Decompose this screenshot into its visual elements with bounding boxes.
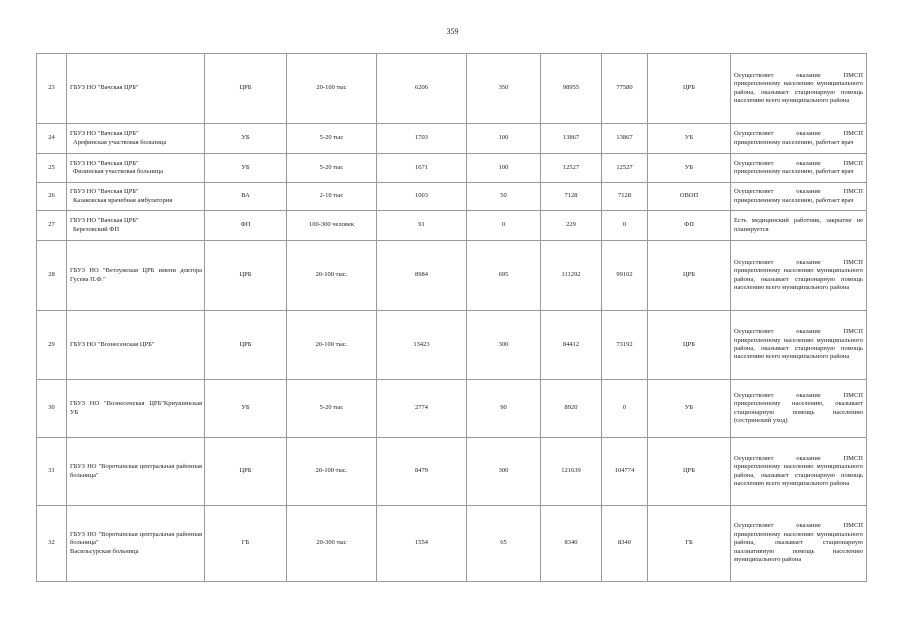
facility-name: ГБУЗ НО "Вознесенская ЦРБ"Криушинская УБ	[67, 380, 205, 438]
value-2: 350	[467, 54, 541, 124]
facility-type-target: УБ	[648, 154, 731, 183]
value-1: 8984	[377, 241, 467, 311]
value-1: 13423	[377, 311, 467, 380]
facility-type: ЦРБ	[205, 438, 287, 506]
row-number: 28	[37, 241, 67, 311]
description: Осуществляет оказание ПМСП прикрепленному населению муниципального района, оказывает стационарную помощь населению всего муниципального района	[731, 311, 867, 380]
facility-name: ГБУЗ НО "Вознесенская ЦРБ"	[67, 311, 205, 380]
population-range: 2-10 тыс	[287, 183, 377, 211]
row-number: 26	[37, 183, 67, 211]
description: Осуществляет оказание ПМСП прикрепленному населению, работает врач	[731, 124, 867, 154]
value-1: 2774	[377, 380, 467, 438]
value-3: 84412	[541, 311, 602, 380]
row-number: 29	[37, 311, 67, 380]
value-1: 91	[377, 211, 467, 241]
population-range: 20-100 тыс.	[287, 241, 377, 311]
page-number: 359	[446, 27, 459, 36]
value-1: 6206	[377, 54, 467, 124]
facility-type: ЦРБ	[205, 54, 287, 124]
row-number: 23	[37, 54, 67, 124]
facility-name: ГБУЗ НО "Ветлужская ЦРБ имени доктора Гусева П.Ф."	[67, 241, 205, 311]
value-2: 0	[467, 211, 541, 241]
facility-type-target: ЦРБ	[648, 438, 731, 506]
value-4: 13867	[602, 124, 648, 154]
facility-type: УБ	[205, 380, 287, 438]
facility-type: ГБ	[205, 506, 287, 582]
value-2: 300	[467, 311, 541, 380]
value-4: 0	[602, 211, 648, 241]
value-3: 12527	[541, 154, 602, 183]
table-row	[37, 380, 867, 438]
value-4: 104774	[602, 438, 648, 506]
facility-type: ЦРБ	[205, 241, 287, 311]
row-number: 24	[37, 124, 67, 154]
facility-name: ГБУЗ НО "Вачская ЦРБ" Арефинская участковая больница	[67, 124, 205, 154]
value-3: 121639	[541, 438, 602, 506]
population-range: 5-20 тыс	[287, 380, 377, 438]
value-4: 0	[602, 380, 648, 438]
population-range: 5-20 тыс	[287, 124, 377, 154]
facility-type-target: УБ	[648, 380, 731, 438]
value-1: 1703	[377, 124, 467, 154]
description: Осуществляет оказание ПМСП прикрепленному населению муниципального района, оказывает стационарную помощь населению всего муниципального района	[731, 54, 867, 124]
row-number: 30	[37, 380, 67, 438]
table-row	[37, 124, 867, 154]
value-3: 8340	[541, 506, 602, 582]
population-range: 20-300 тыс	[287, 506, 377, 582]
table-row	[37, 438, 867, 506]
facility-name: ГБУЗ НО "Вачская ЦРБ"	[67, 54, 205, 124]
medical-facilities-table	[36, 53, 867, 582]
facility-type-target: ЦРБ	[648, 311, 731, 380]
value-2: 100	[467, 124, 541, 154]
value-1: 8479	[377, 438, 467, 506]
facility-name: ГБУЗ НО "Воротынская центральная районная больница"	[67, 438, 205, 506]
value-2: 90	[467, 380, 541, 438]
value-1: 1003	[377, 183, 467, 211]
value-3: 229	[541, 211, 602, 241]
value-3: 7128	[541, 183, 602, 211]
value-2: 50	[467, 183, 541, 211]
table-row	[37, 311, 867, 380]
value-2: 695	[467, 241, 541, 311]
facility-type-target: ФП	[648, 211, 731, 241]
value-2: 300	[467, 438, 541, 506]
facility-type: ВА	[205, 183, 287, 211]
row-number: 32	[37, 506, 67, 582]
facility-type: ФП	[205, 211, 287, 241]
value-4: 99102	[602, 241, 648, 311]
row-number: 25	[37, 154, 67, 183]
facility-type-target: ОВОП	[648, 183, 731, 211]
facility-name: ГБУЗ НО "Воротынская центральная районная больница" Васильсурская больница	[67, 506, 205, 582]
facility-type: ЦРБ	[205, 311, 287, 380]
table-row	[37, 211, 867, 241]
table-row	[37, 506, 867, 582]
facility-name: ГБУЗ НО "Вачская ЦРБ" Казаковская врачебная амбулатория	[67, 183, 205, 211]
facility-type: УБ	[205, 154, 287, 183]
value-4: 73192	[602, 311, 648, 380]
row-number: 27	[37, 211, 67, 241]
value-3: 8920	[541, 380, 602, 438]
facility-type-target: ЦРБ	[648, 54, 731, 124]
population-range: 20-100 тыс.	[287, 311, 377, 380]
value-3: 98955	[541, 54, 602, 124]
facility-name: ГБУЗ НО "Вачская ЦРБ" Березовский ФП	[67, 211, 205, 241]
table-row	[37, 241, 867, 311]
value-4: 7128	[602, 183, 648, 211]
facility-type-target: ГБ	[648, 506, 731, 582]
value-4: 12527	[602, 154, 648, 183]
facility-name: ГБУЗ НО "Вачская ЦРБ" Филинская участковая больница	[67, 154, 205, 183]
table-row	[37, 154, 867, 183]
description: Осуществляет оказание ПМСП прикрепленному населению, оказывает стационарную помощь населению (сестринский уход)	[731, 380, 867, 438]
description: Осуществляет оказание ПМСП прикрепленному населению муниципального района, оказывает стационарную помощь населению всего муниципального района	[731, 241, 867, 311]
facility-type: УБ	[205, 124, 287, 154]
population-range: 20-100 тыс.	[287, 438, 377, 506]
value-2: 65	[467, 506, 541, 582]
value-2: 100	[467, 154, 541, 183]
value-3: 111292	[541, 241, 602, 311]
description: Осуществляет оказание ПМСП прикрепленному населению муниципального района, оказывает стационарную помощь населению всего муниципального района	[731, 438, 867, 506]
value-1: 1554	[377, 506, 467, 582]
description: Осуществляет оказание ПМСП прикрепленному населению, работает врач	[731, 154, 867, 183]
facility-type-target: УБ	[648, 124, 731, 154]
description: Осуществляет оказание ПМСП прикрепленному населению муниципального района, оказывает стационарную паллиативную помощь населению муниципального района	[731, 506, 867, 582]
population-range: 100-300 человек	[287, 211, 377, 241]
population-range: 20-100 тыс	[287, 54, 377, 124]
population-range: 5-20 тыс	[287, 154, 377, 183]
description: Осуществляет оказание ПМСП прикрепленному населению, работает врач	[731, 183, 867, 211]
value-4: 77580	[602, 54, 648, 124]
table-row	[37, 54, 867, 124]
row-number: 31	[37, 438, 67, 506]
table-row	[37, 183, 867, 211]
description: Есть медицинский работник, закрытие не планируется	[731, 211, 867, 241]
facility-type-target: ЦРБ	[648, 241, 731, 311]
value-1: 1671	[377, 154, 467, 183]
value-4: 8340	[602, 506, 648, 582]
value-3: 13867	[541, 124, 602, 154]
